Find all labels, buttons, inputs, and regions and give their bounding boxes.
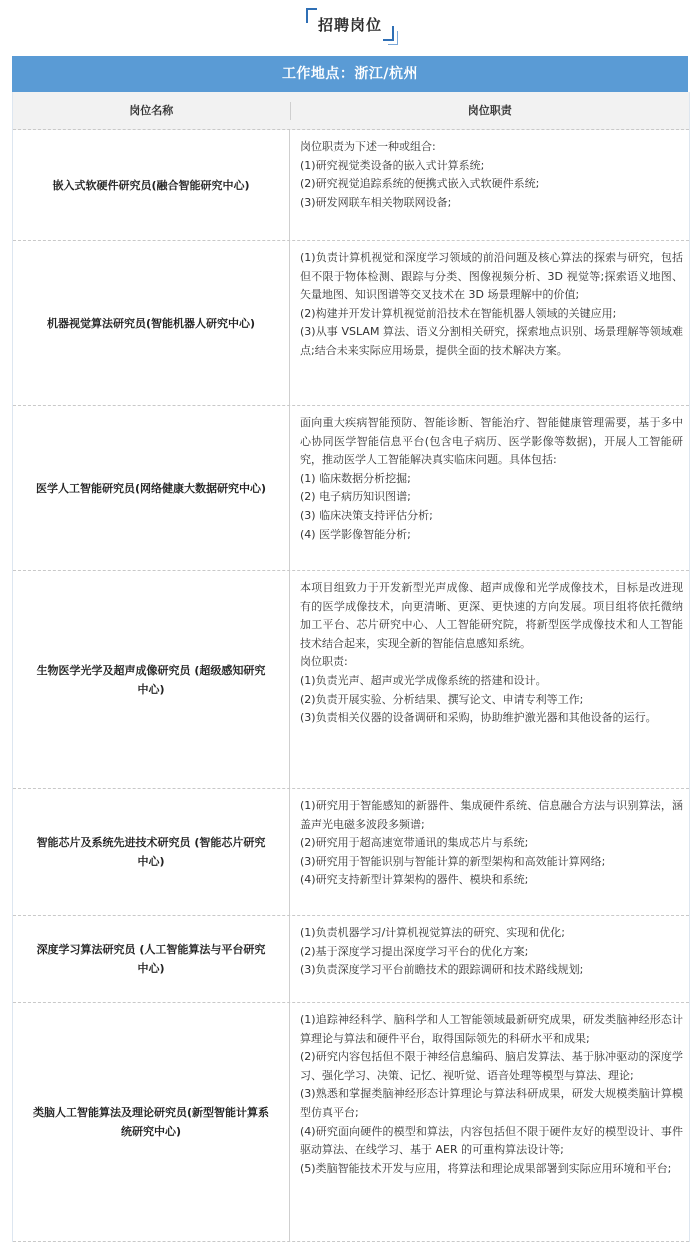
duty-line: (2)构建并开发计算机视觉前沿技术在智能机器人领域的关键应用; <box>300 306 617 320</box>
duty-line: (2)负责开展实验、分析结果、撰写论文、申请专利等工作; <box>300 692 584 706</box>
position-name: 智能芯片及系统先进技术研究员 (智能芯片研究 中心) <box>13 789 290 915</box>
duty-line: (3) 临床决策支持评估分析; <box>300 508 433 522</box>
position-name: 机器视觉算法研究员(智能机器人研究中心) <box>13 241 290 405</box>
duty-line: (1)研究用于智能感知的新器件、集成硬件系统、信息融合方法与识别算法，涵盖声光电磁多波段多频谱; <box>300 799 683 831</box>
duty-line: (2)研究内容包括但不限于神经信息编码、脑启发算法、基于脉冲驱动的深度学习、强化学习、决策、记忆、视听觉、语音处理等模型与算法、理论; <box>300 1050 683 1082</box>
positions-table <box>12 92 690 1242</box>
position-name: 类脑人工智能算法及理论研究员(新型智能计算系 统研究中心) <box>13 1003 290 1241</box>
position-duties <box>290 571 689 788</box>
position-duties <box>290 406 689 570</box>
position-duties <box>290 789 689 915</box>
duty-line: (4)研究面向硬件的模型和算法，内容包括但不限于硬件友好的模型设计、事件驱动算法、在线学习、基于 AER 的可重构算法设计等; <box>300 1124 683 1157</box>
duty-line: (3)从事 VSLAM 算法、语义分割相关研究，探索地点识别、场景理解等领域难点;结合未来实际应用场景，提供全面的技术解决方案。 <box>300 325 683 357</box>
position-name: 医学人工智能研究员(网络健康大数据研究中心) <box>13 406 290 570</box>
header-position-duty: 岗位职责 <box>467 103 512 117</box>
duty-line: (1)追踪神经科学、脑科学和人工智能领域最新研究成果，研发类脑神经形态计算理论与算法和硬件平台，取得国际领先的科研水平和成果; <box>300 1013 683 1045</box>
position-duties <box>290 130 689 240</box>
duty-line: (3)研发网联车相关物联网设备; <box>300 195 452 209</box>
position-duties <box>290 916 689 1002</box>
position-name: 嵌入式软硬件研究员(融合智能研究中心) <box>13 130 290 240</box>
position-name: 深度学习算法研究员 (人工智能算法与平台研究 中心) <box>13 916 290 1002</box>
duty-line: (2)研究用于超高速宽带通讯的集成芯片与系统; <box>300 836 529 850</box>
duty-line: (2)基于深度学习提出深度学习平台的优化方案; <box>300 944 529 958</box>
duty-line: (1) 临床数据分析挖掘; <box>300 471 411 485</box>
table-row <box>13 130 689 241</box>
section-header <box>0 8 700 46</box>
location-banner: 工作地点：浙江/杭州 <box>12 56 688 92</box>
section-title-box <box>306 8 394 41</box>
position-duties <box>290 241 689 405</box>
duty-line: (4)研究支持新型计算架构的器件、模块和系统; <box>300 873 529 887</box>
section-title: 招聘岗位 <box>317 16 382 34</box>
table-row <box>13 406 689 571</box>
corner-bracket-icon <box>306 8 317 23</box>
duty-line: (3)熟悉和掌握类脑神经形态计算理论与算法科研成果，研发大规模类脑计算模型仿真平台; <box>300 1087 683 1119</box>
duty-line: 面向重大疾病智能预防、智能诊断、智能治疗、智能健康管理需要，基于多中心协同医学智能信息平台(包含电子病历、医学影像等数据)，开展人工智能研究，推动医学人工智能解决真实临床问题。具体包括: <box>300 416 683 467</box>
duty-line: (4) 医学影像智能分析; <box>300 527 411 541</box>
header-position-name: 岗位名称 <box>13 102 291 120</box>
duty-line: (2) 电子病历知识图谱; <box>300 490 411 504</box>
duty-line: (3)负责深度学习平台前瞻技术的跟踪调研和技术路线规划; <box>300 963 584 977</box>
table-row <box>13 1003 689 1242</box>
duty-line: (1)负责光声、超声或光学成像系统的搭建和设计。 <box>300 673 547 687</box>
duty-line: 岗位职责为下述一种或组合: <box>300 140 436 153</box>
table-row <box>13 571 689 789</box>
position-duties <box>290 1003 689 1241</box>
duty-line: (1)研究视觉类设备的嵌入式计算系统; <box>300 158 485 172</box>
position-name: 生物医学光学及超声成像研究员 (超级感知研究 中心) <box>13 571 290 788</box>
duty-line: 岗位职责: <box>300 655 348 669</box>
table-row <box>13 241 689 406</box>
table-row <box>13 916 689 1003</box>
table-header <box>13 92 689 130</box>
duty-line: 本项目组致力于开发新型光声成像、超声成像和光学成像技术，目标是改进现有的医学成像技术，向更清晰、更深、更快速的方向发展。项目组将依托微纳加工平台、芯片研究中心、人工智能研究院，将新型医学成像技术和人工智能技术结合起来，实现全新的智能信息感知系统。 <box>300 581 683 650</box>
duty-line: (3)研究用于智能识别与智能计算的新型架构和高效能计算网络; <box>300 854 606 868</box>
duty-line: (3)负责相关仪器的设备调研和采购，协助维护激光器和其他设备的运行。 <box>300 711 657 725</box>
duty-line: (5)类脑智能技术开发与应用，将算法和理论成果部署到实际应用环境和平台; <box>300 1161 672 1175</box>
duty-line: (2)研究视觉追踪系统的便携式嵌入式软硬件系统; <box>300 177 540 191</box>
duty-line: (1)负责计算机视觉和深度学习领域的前沿问题及核心算法的探索与研究，包括但不限于物体检测、跟踪与分类、图像视频分析、3D 视觉等;探索语义地图、矢量地图、知识图谱等交叉技术在 3D 场景理解中的价值; <box>300 251 683 302</box>
corner-bracket-icon <box>388 31 398 45</box>
duty-line: (1)负责机器学习/计算机视觉算法的研究、实现和优化; <box>300 926 565 939</box>
table-row <box>13 789 689 916</box>
